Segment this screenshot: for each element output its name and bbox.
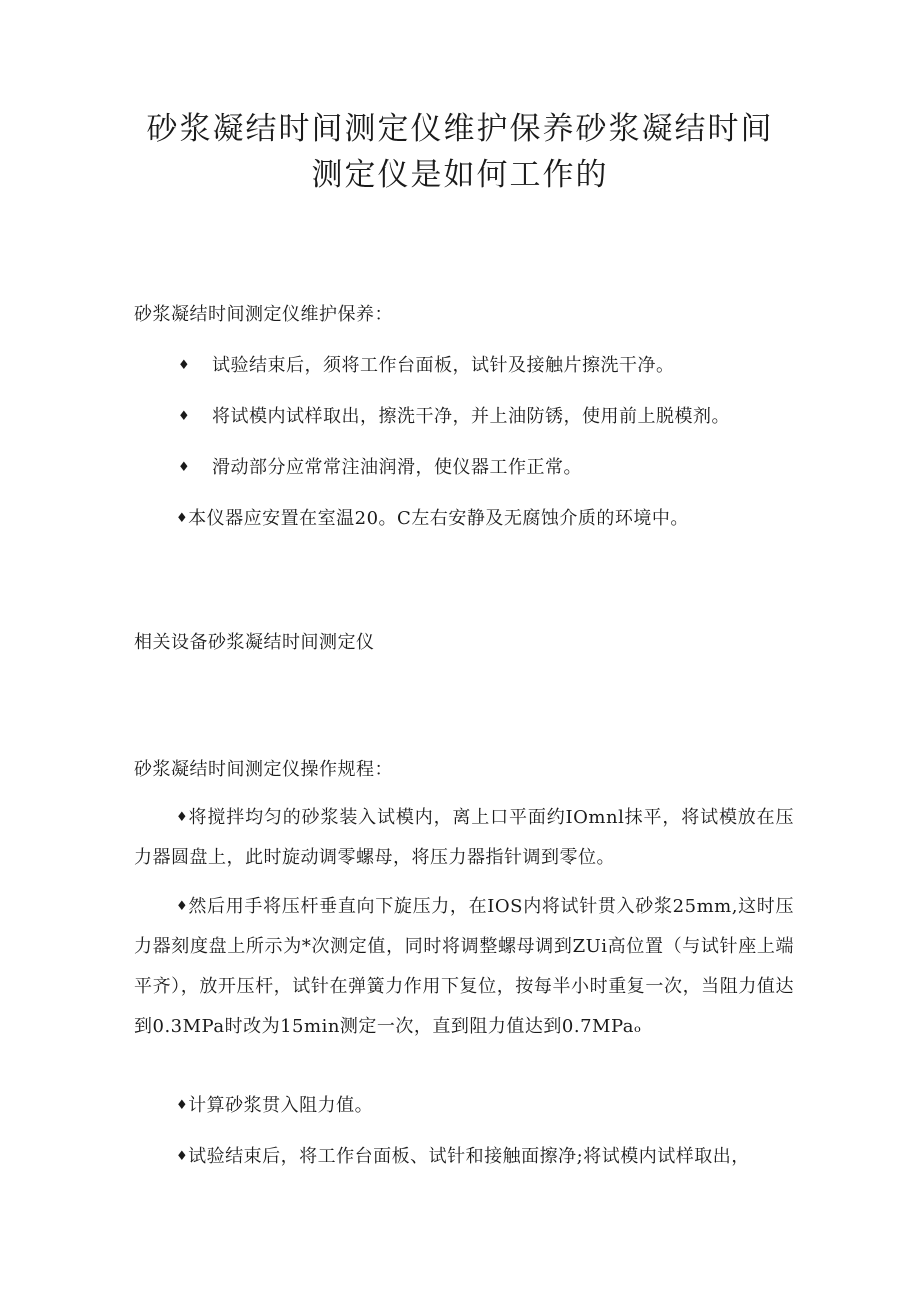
- environment-note: [176, 507, 689, 531]
- maintenance-item-1: [178, 354, 675, 378]
- maintenance-item-text: 将试模内试样取出，擦洗干净，并上油防锈，使用前上脱模剂。: [212, 406, 730, 427]
- document-title-line-2: 测定仪是如何工作的: [311, 157, 609, 193]
- operation-paragraph-text: 试验结束后，将工作台面板、试针和接触面擦净;将试模内试样取出，: [188, 1146, 750, 1167]
- operation-paragraph-text: 然后用手将压杆垂直向下旋压力，在IOS内将试针贯入砂浆25mm,这时压力器刻度盘上所示为*次测定值，同时将调整螺母调到ZUi高位置（与试针座上端平齐），放开压杆，试针在弹簧力作用下复位，按每半小时重复一次，当阻力值达到0.3MPa时改为15min测定一次，直到阻力值达到0.7MPaₒ: [134, 896, 794, 1037]
- diamond-bullet-icon: ♦: [176, 1149, 189, 1164]
- diamond-bullet-icon: ♦: [178, 358, 191, 373]
- diamond-bullet-icon: ♦: [178, 409, 191, 424]
- diamond-bullet-icon: ♦: [176, 899, 189, 914]
- operation-paragraph-4: [134, 1137, 794, 1177]
- operation-heading: 砂浆凝结时间测定仪操作规程：: [134, 759, 393, 780]
- diamond-bullet-icon: ♦: [178, 460, 191, 475]
- related-equipment-text: 相关设备砂浆凝结时间测定仪: [134, 632, 375, 653]
- operation-paragraph-2: [134, 887, 794, 1047]
- diamond-bullet-icon: ♦: [176, 511, 189, 526]
- maintenance-heading: 砂浆凝结时间测定仪维护保养：: [134, 304, 393, 325]
- diamond-bullet-icon: ♦: [176, 810, 189, 825]
- operation-paragraph-text: 计算砂浆贯入阻力值。: [188, 1095, 374, 1116]
- maintenance-item-text: 试验结束后，须将工作台面板，试针及接触片擦洗干净。: [212, 355, 675, 376]
- diamond-bullet-icon: ♦: [176, 1098, 189, 1113]
- document-title-line-1: 砂浆凝结时间测定仪维护保养砂浆凝结时间: [146, 111, 774, 147]
- maintenance-item-2: [178, 405, 730, 429]
- operation-paragraph-text: 将搅拌均匀的砂浆装入试模内，离上口平面约IOmnl抹平，将试模放在压力器圆盘上，此时旋动调零螺母，将压力器指针调到零位。: [134, 807, 794, 868]
- operation-paragraph-3: [134, 1086, 794, 1126]
- environment-note-text: 本仪器应安置在室温20。C左右安静及无腐蚀介质的环境中。: [188, 508, 689, 529]
- maintenance-item-3: [178, 456, 582, 480]
- operation-paragraph-1: [134, 798, 794, 878]
- maintenance-item-text: 滑动部分应常常注油润滑，使仪器工作正常。: [212, 457, 582, 478]
